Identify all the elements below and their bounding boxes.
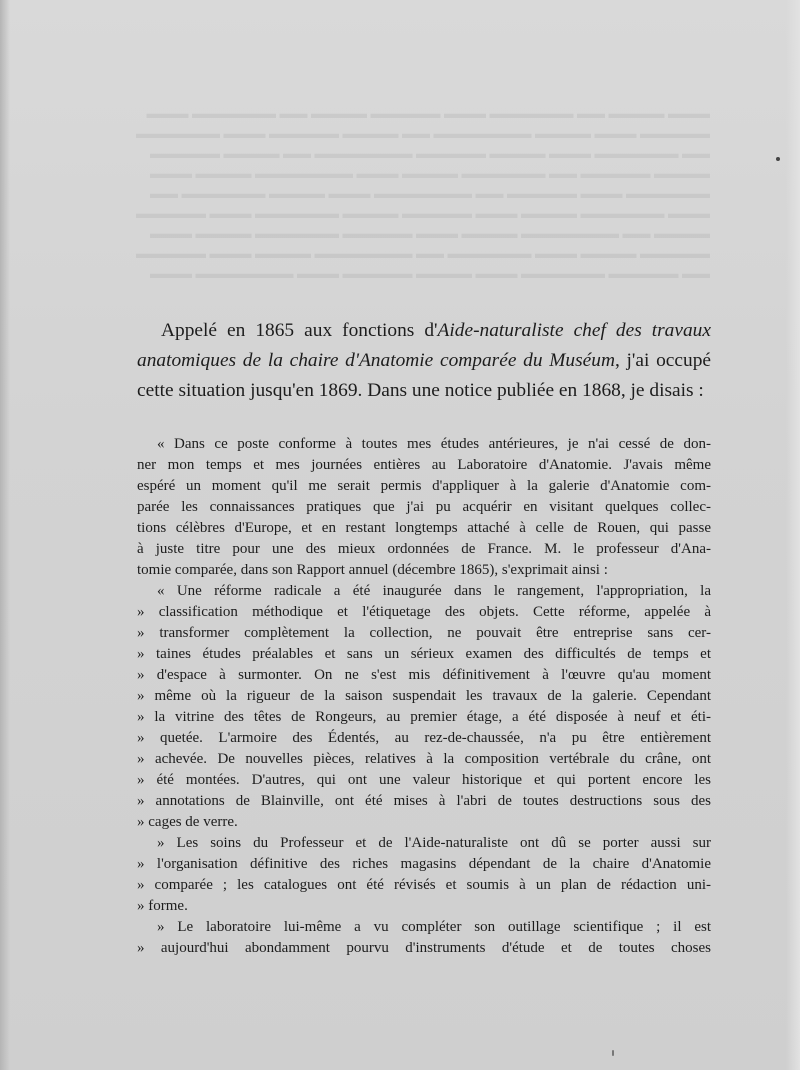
quote-line: » transformer complètement la collection, ne pouvait être entreprise sans cer- <box>137 625 711 641</box>
quote-line: ner mon temps et mes journées entières au Laboratoire d'Anatomie. J'avais même <box>137 457 711 473</box>
intro-paragraph <box>137 316 711 406</box>
quote-line: » aujourd'hui abondamment pourvu d'instruments d'étude et de toutes choses <box>137 940 711 956</box>
quote-line: » la vitrine des têtes de Rongeurs, au premier étage, a été disposée à neuf et éti- <box>137 709 711 725</box>
quote-line: » annotations de Blainville, ont été mises à l'abri de toutes destructions sous des <box>137 793 711 809</box>
quote-line: » taines études préalables et sans un sérieux examen des difficultés de temps et <box>137 646 711 662</box>
quote-line: tions célèbres d'Europe, et en restant longtemps attaché à celle de Rouen, qui passe <box>137 520 711 536</box>
quote-line: » l'organisation définitive des riches magasins dépendant de la chaire d'Anatomie <box>137 856 711 872</box>
quote-line: » achevée. De nouvelles pièces, relatives à la composition vertébrale du crâne, ont <box>137 751 711 767</box>
quote-line: « Une réforme radicale a été inaugurée dans le rangement, l'appropriation, la <box>157 583 711 599</box>
intro-text-start: Appelé en 1865 aux fonctions d' <box>161 320 438 341</box>
quote-line: » cages de verre. <box>137 814 238 830</box>
page-left-shadow <box>0 0 10 1070</box>
quote-line: » quetée. L'armoire des Édentés, au rez-de-chaussée, n'a pu être entièrement <box>137 730 711 746</box>
quote-line: » été montées. D'autres, qui ont une valeur historique et qui portent encore les <box>137 772 711 788</box>
quoted-notice <box>137 434 711 959</box>
quote-line: » Les soins du Professeur et de l'Aide-naturaliste ont dû se porter aussi sur <box>157 835 711 851</box>
quote-line: « Dans ce poste conforme à toutes mes études antérieures, je n'ai cessé de don- <box>157 436 711 452</box>
quote-line: » comparée ; les catalogues ont été révisés et soumis à un plan de rédaction uni- <box>137 877 711 893</box>
print-speck <box>776 157 780 161</box>
quote-line: » d'espace à surmonter. On ne s'est mis définitivement à l'œuvre qu'au moment <box>137 667 711 683</box>
quote-line: parée les connaissances pratiques que j'ai pu acquérir en visitant quelques collec- <box>137 499 711 515</box>
intro-title-italic: Aide-naturaliste chef des travaux anatomiques de la chaire d'Anatomie comparée du Muséum <box>137 320 711 371</box>
page-right-edge <box>786 0 800 1070</box>
show-through-texture: ▬▬▬ ▬▬▬▬ ▬▬ ▬▬▬▬▬▬ ▬▬▬ ▬▬▬▬▬ ▬▬▬▬ ▬▬ ▬▬▬▬▬▬ ▬▬▬ ▬▬▬▬▬ ▬▬▬ ▬▬▬▬ ▬▬▬▬▬▬▬ ▬▬ ▬▬▬▬ ▬▬▬▬▬ ▬▬▬ ▬▬▬▬▬▬ ▬▬ ▬▬▬▬▬▬ ▬▬▬ ▬▬▬▬ ▬▬▬▬▬ ▬▬▬▬▬▬▬ ▬▬ ▬▬▬▬ ▬▬▬▬▬ ▬▬▬▬ ▬▬▬▬▬ ▬▬ ▬▬▬▬▬▬ ▬▬▬▬ ▬▬▬ ▬▬▬▬▬▬▬ ▬▬▬▬ ▬▬▬ ▬▬▬▬▬▬ ▬▬▬ ▬▬▬▬▬ ▬▬ ▬▬▬▬▬▬▬ ▬▬▬ ▬▬▬▬ ▬▬▬▬▬▬ ▬▬ ▬▬▬ ▬▬▬▬▬▬ ▬▬▬▬ ▬▬▬ ▬▬▬▬▬ ▬▬▬▬ ▬▬▬▬▬▬ ▬▬▬ ▬▬▬▬▬ ▬▬▬▬ ▬▬ ▬▬▬▬▬▬▬ ▬▬▬▬ ▬▬▬ ▬▬▬▬▬ ▬▬▬▬▬▬ ▬▬▬▬ ▬▬▬ ▬▬▬▬▬ ▬▬▬▬ ▬▬▬ ▬▬▬▬▬▬ ▬▬ ▬▬▬▬▬▬▬ ▬▬▬▬ ▬▬▬ ▬▬▬▬▬ ▬▬ ▬▬▬▬▬ ▬▬▬▬▬▬ ▬▬▬ ▬▬▬▬ ▬▬▬▬▬ ▬▬▬ ▬▬▬▬▬▬▬ ▬▬▬ <box>136 107 710 282</box>
quote-line: » même où la rigueur de la saison suspendait les travaux de la galerie. Cependant <box>137 688 711 704</box>
quote-line: » classification méthodique et l'étiquetage des objets. Cette réforme, appelée à <box>137 604 711 620</box>
intro-text-end: , j'ai occupé cette situation jusqu'en 1869. Dans une notice publiée en 1868, je disais : <box>137 350 711 401</box>
quote-line: » Le laboratoire lui-même a vu compléter son outillage scientifique ; il est <box>157 919 711 935</box>
quote-line: espéré un moment qu'il me serait permis d'appliquer à la galerie d'Anatomie com- <box>137 478 711 494</box>
quote-line: tomie comparée, dans son Rapport annuel (décembre 1865), s'exprimait ainsi : <box>137 562 608 578</box>
print-speck <box>612 1050 614 1056</box>
quote-line: » forme. <box>137 898 188 914</box>
quote-line: à juste titre pour une des mieux ordonnées de France. M. le professeur d'Ana- <box>137 541 711 557</box>
